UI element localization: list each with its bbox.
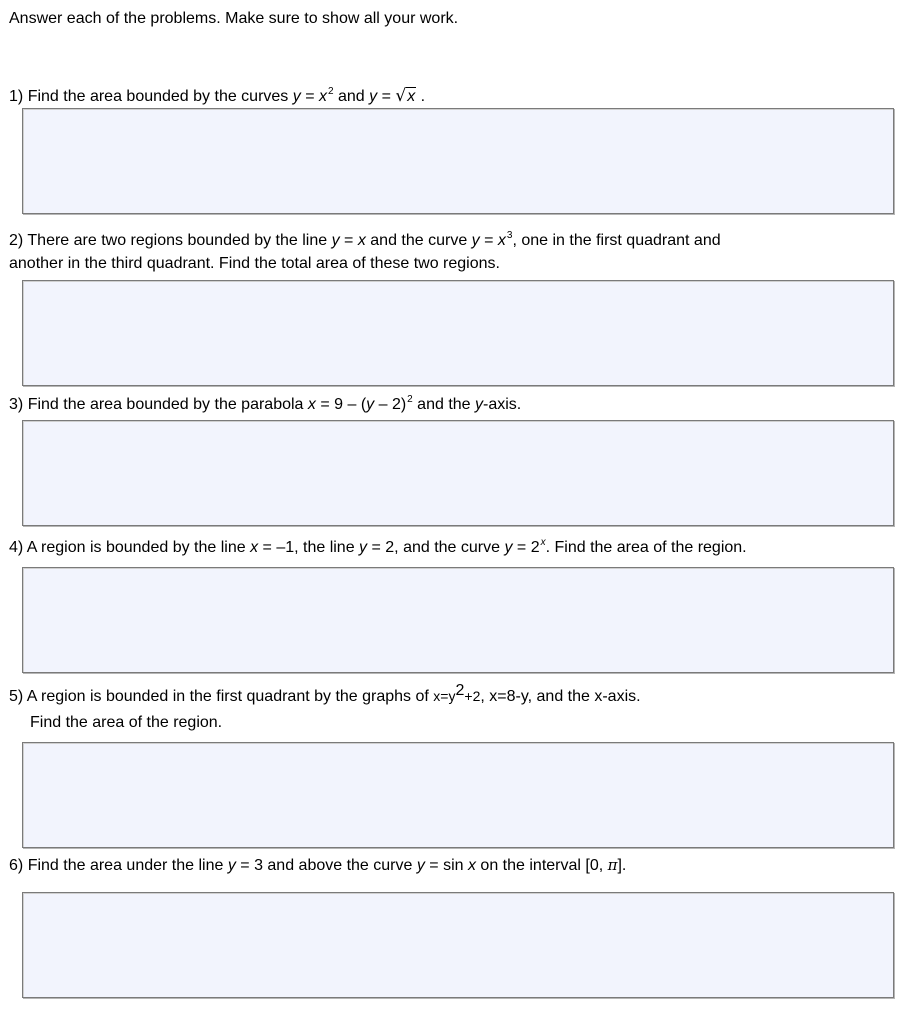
answer-box-2[interactable] bbox=[22, 280, 894, 386]
problem-4-text: 4) A region is bounded by the line x = –1, the line y = 2, and the curve $y = 2^x$. Find the area of the region. bbox=[9, 537, 747, 556]
problem-5-text-line1: 5) A region is bounded in the first quadrant by the graphs of $x=y^2+2$, x=8-y, and the x-axis. bbox=[9, 682, 641, 705]
problem-3-text: 3) Find the area bounded by the parabola x = 9 – (y – 2)$^2$ and the y-axis. bbox=[9, 394, 522, 413]
problem-2-text-line1: 2) There are two regions bounded by the line y = x and the curve $y = x^3$, one in the first quadrant and bbox=[9, 230, 721, 249]
problem-6-text: 6) Find the area under the line y = 3 and above the curve y = sin x on the interval [0, π]. bbox=[9, 856, 627, 874]
problem-1-text: 1) Find the area bounded by the curves $y = x^2$ and y = √x . bbox=[9, 86, 426, 106]
answer-box-4[interactable] bbox=[22, 567, 894, 673]
problem-2-text-line2: another in the third quadrant. Find the total area of these two regions. bbox=[9, 255, 500, 272]
answer-box-1[interactable] bbox=[22, 108, 894, 214]
answer-box-5[interactable] bbox=[22, 742, 894, 848]
problem-5-text-line2: Find the area of the region. bbox=[30, 714, 223, 731]
answer-box-6[interactable] bbox=[22, 892, 894, 998]
instructions-text: Answer each of the problems. Make sure to show all your work. bbox=[9, 10, 459, 27]
answer-box-3[interactable] bbox=[22, 420, 894, 526]
